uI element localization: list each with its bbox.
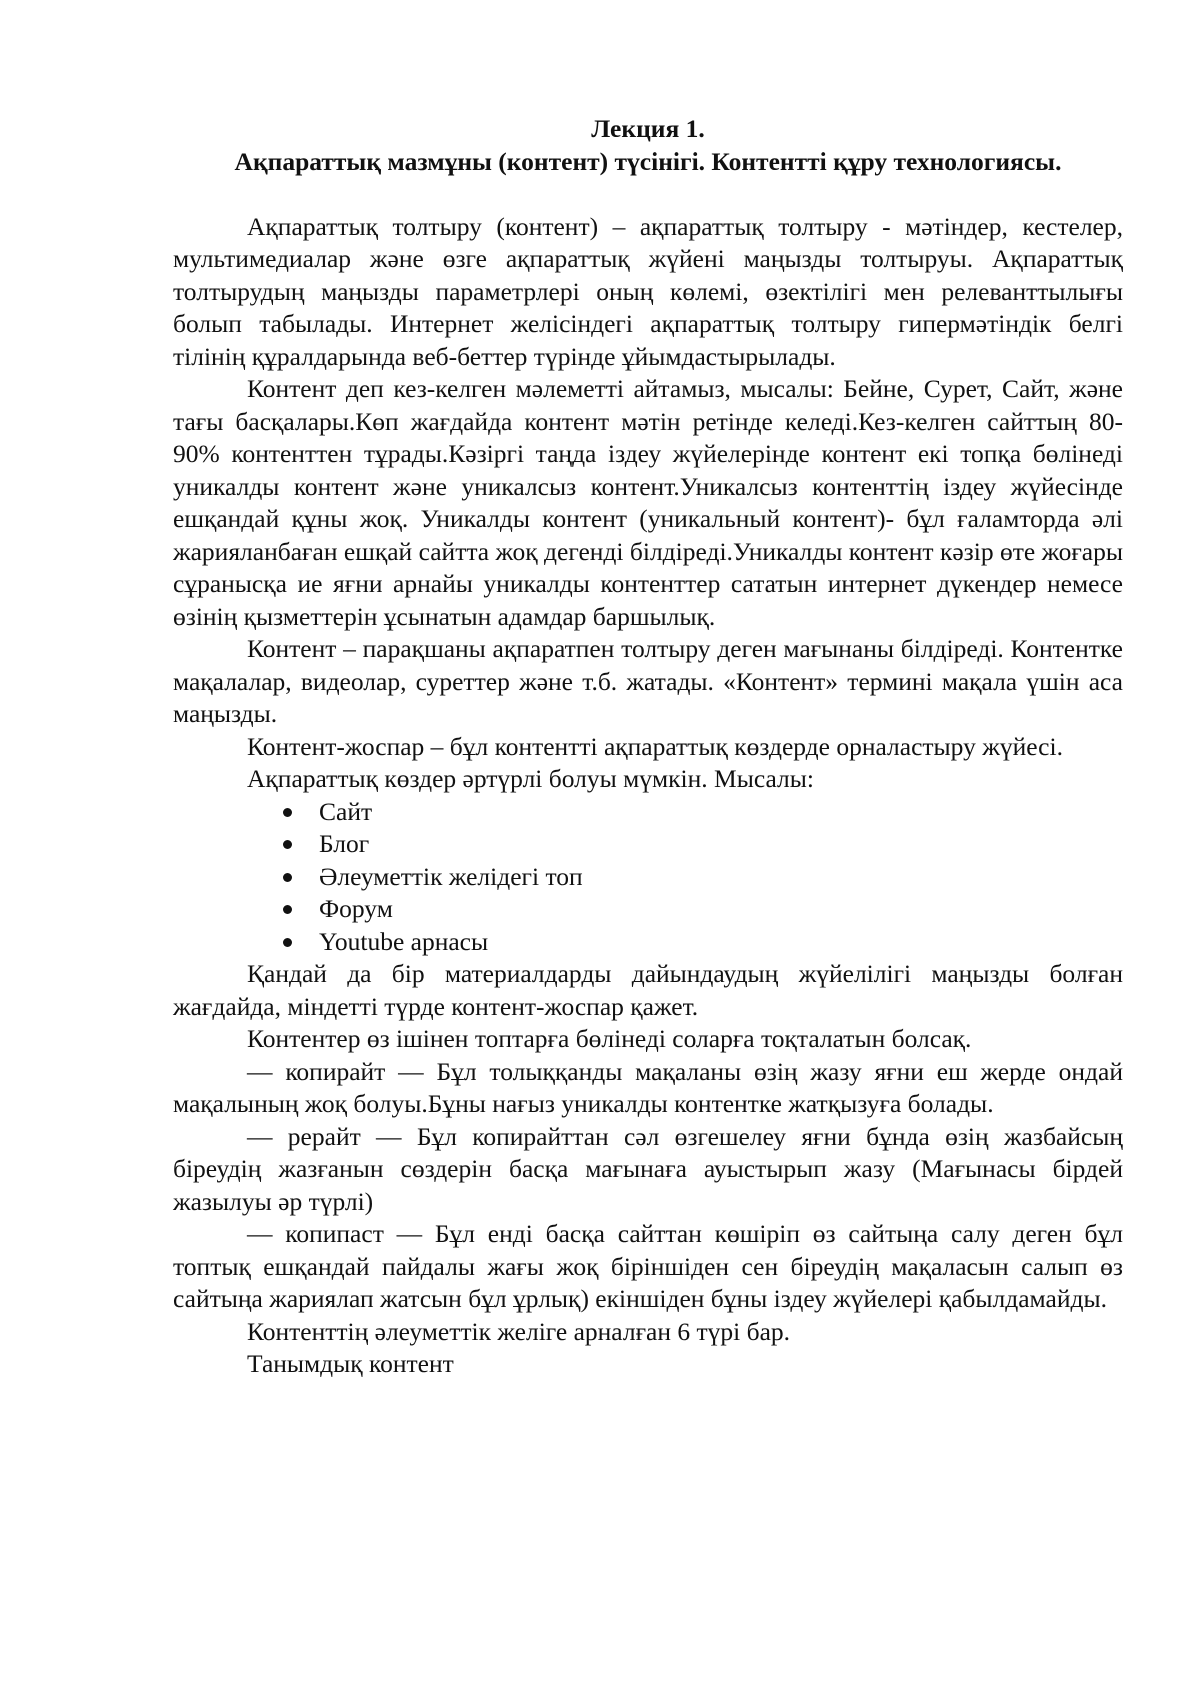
bullet-icon bbox=[283, 808, 292, 817]
paragraph-sources-intro: Ақпараттық көздер әртүрлі болуы мүмкін. Мысалы: bbox=[247, 764, 814, 793]
paragraph-content-definition: Ақпараттық толтыру (контент) – ақпараттық толтыру - мәтіндер, кестелер, мультимедиалар және өзге ақпараттық жүйені маңызды толтыруы. Ақпараттық толтырудың маңызды параметрлері оның көлемі, өзектілігі мен релеванттылығы болып табылады. Интернет желісіндегі ақпараттық толтыру гипермәтіндік белгі тілінің құралдарында веб-беттер түрінде ұйымдастырылады. bbox=[173, 211, 1123, 371]
paragraph-copyright: — копирайт — Бұл толыққанды мақаланы өзің жазу яғни еш жерде ондай мақалының жоқ болуы.Бұны нағыз уникалды контентке жатқызуға болады. bbox=[173, 1056, 1123, 1118]
paragraph-content-plan: Контент-жоспар – бұл контентті ақпараттық көздерде орналастыру жүйесі. bbox=[247, 731, 1063, 761]
list-item-text: Әлеуметтік желідегі топ bbox=[319, 861, 583, 891]
list-item-text: Форум bbox=[319, 894, 393, 923]
paragraph-content-examples: Контент деп кез-келген мәлеметті айтамыз, мысалы: Бейне, Сурет, Сайт, және тағы басқалары.Көп жағдайда контент мәтін ретінде келеді.Кез-келген сайттың 80-90% контенттен тұрады.Кәзіргі таңда іздеу жүйелерінде контент екі топқа бөлінеді уникалды контент және уникалсыз контент.Уникалсыз контенттің іздеу жүйесінде ешқандай құны жоқ. Уникалды контент (уникальный контент)- бұл ғаламторда әлі жарияланбаған ешқай сайтта жоқ дегенді білдіреді.Уникалды контент кәзір өте жоғары сұранысқа ие яғни арнайы уникалды контенттер сататын интернет дүкендер немесе өзінің қызметтерін ұсынатын адамдар баршылық. bbox=[173, 374, 1123, 631]
bullet-icon bbox=[283, 873, 292, 882]
lecture-number: Лекция 1. bbox=[591, 114, 705, 143]
paragraph-content-plan-need: Қандай да бір материалдарды дайындаудың жүйелілігі маңызды болған жағдайда, міндетті түрде контент-жоспар қажет. bbox=[173, 959, 1123, 1021]
list-item bbox=[173, 828, 1123, 861]
paragraph-social-types: Контенттің әлеуметтік желіге арналған 6 түрі бар. bbox=[247, 1316, 791, 1346]
bullet-icon bbox=[283, 938, 292, 947]
list-item bbox=[173, 926, 1123, 959]
title-spacer bbox=[173, 178, 1123, 211]
list-item bbox=[173, 861, 1123, 894]
paragraph-rewrite: — рерайт — Бұл копирайттан сәл өзгешелеу яғни бұнда өзің жазбайсың біреудің жазғанын сөздерін басқа мағынаға ауыстырып жазу (Мағынасы бірдей жазылуы әр түрлі) bbox=[173, 1121, 1123, 1216]
list-item bbox=[173, 796, 1123, 829]
bullet-icon bbox=[283, 840, 292, 849]
lecture-title: Ақпараттық мазмұны (контент) түсінігі. Контентті құру технологиясы. bbox=[234, 146, 1062, 176]
bullet-icon bbox=[283, 905, 292, 914]
list-item-text: Блог bbox=[319, 829, 370, 858]
paragraph-content-meaning: Контент – парақшаны ақпаратпен толтыру деген мағынаны білдіреді. Контентке мақалалар, видеолар, суреттер және т.б. жатады. «Контент» термині мақала үшін аса маңызды. bbox=[173, 634, 1123, 728]
list-item-text: Сайт bbox=[319, 796, 373, 826]
paragraph-cognitive-content: Танымдық контент bbox=[247, 1349, 454, 1378]
sources-list bbox=[173, 796, 1123, 959]
paragraph-content-groups: Контентер өз ішінен топтарға бөлінеді соларға тоқталатын болсақ. bbox=[247, 1024, 972, 1053]
list-item bbox=[173, 893, 1123, 926]
document-page bbox=[173, 113, 1123, 1381]
paragraph-copypaste: — копипаст — Бұл енді басқа сайттан көшіріп өз сайтыңа салу деген бұл топтық ешқандай пайдалы жағы жоқ біріншіден сен біреудің мақаласын салып өз сайтыңа жариялап жатсын бұл ұрлық) екіншіден бұны іздеу жүйелері қабылдамайды. bbox=[173, 1219, 1123, 1313]
list-item-text: Youtube арнасы bbox=[319, 926, 489, 956]
